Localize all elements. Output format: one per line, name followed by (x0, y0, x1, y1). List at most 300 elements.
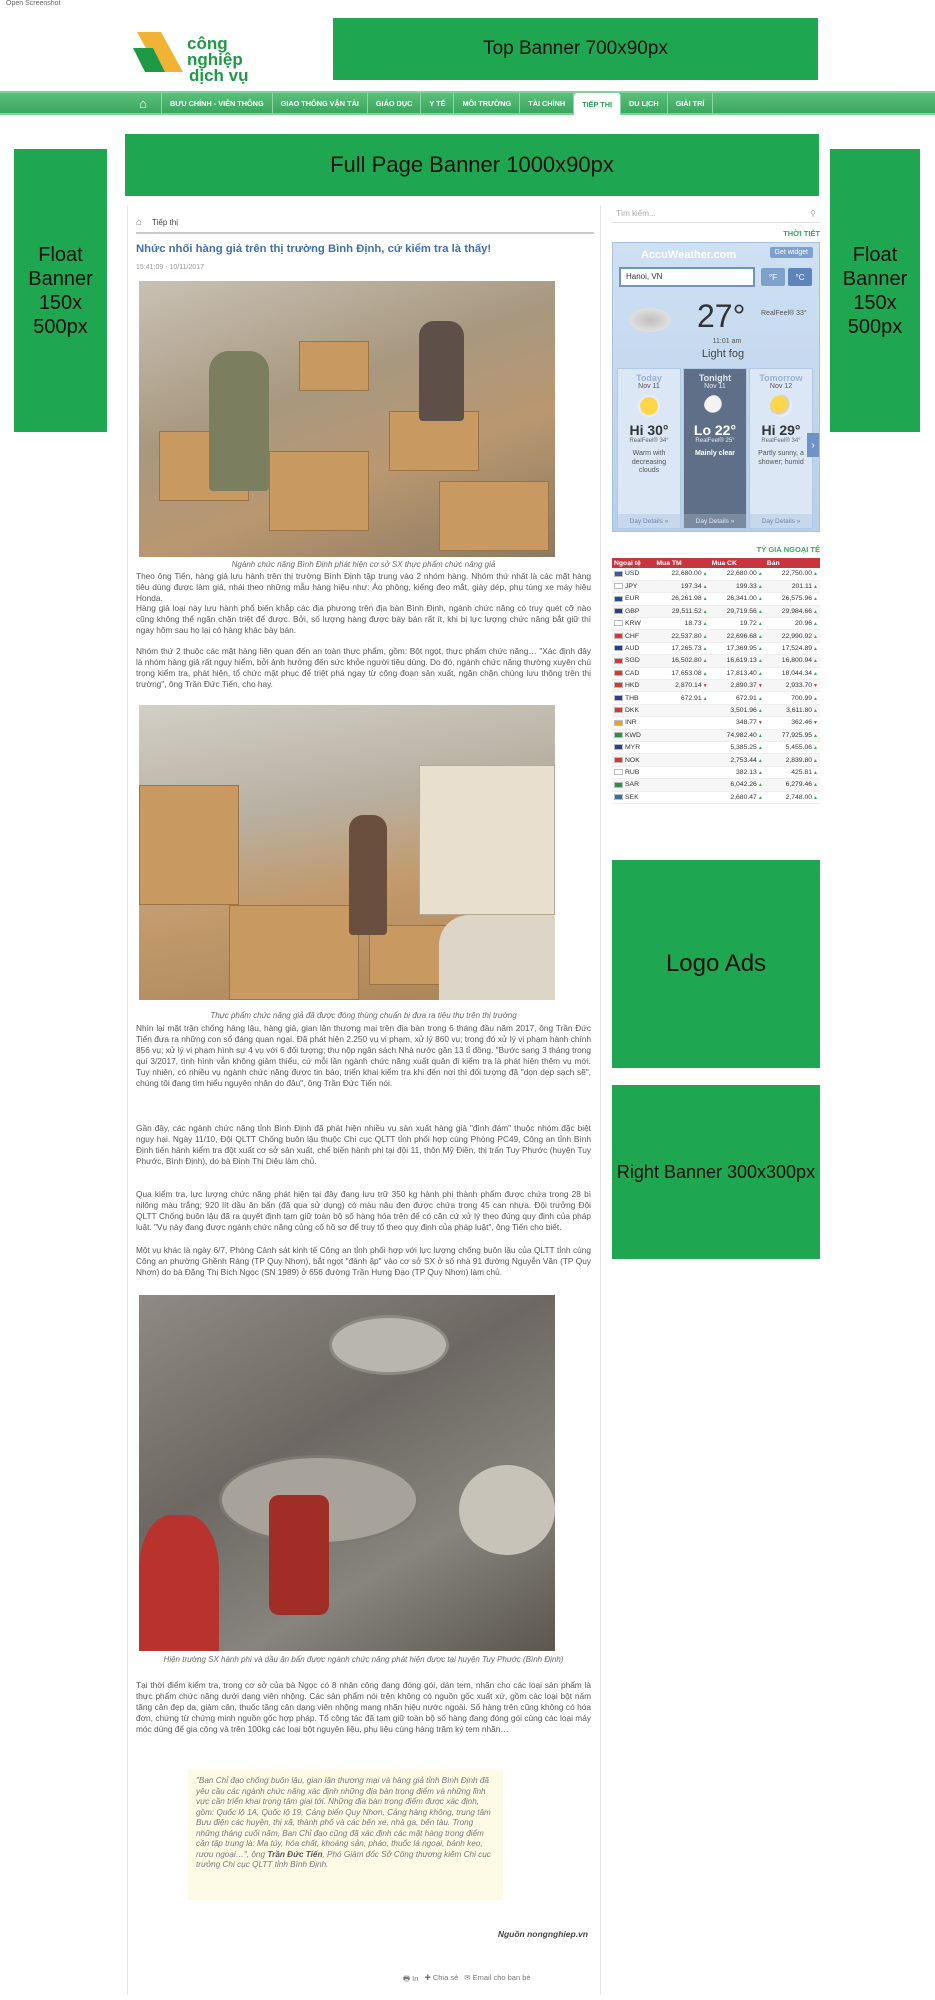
fx-value-text: 199.33 (736, 583, 757, 591)
unit-c-button[interactable]: °C (788, 268, 812, 286)
fx-row (612, 630, 820, 642)
day-details-link[interactable]: Day Details » (684, 514, 746, 528)
trend-arrow-icon: ▲ (757, 621, 763, 628)
fx-value (710, 692, 765, 704)
fx-row (612, 754, 820, 766)
fx-value-text: 74,982.40 (726, 731, 757, 739)
fx-value-text: 17,369.95 (726, 645, 757, 653)
forecast-temp: Lo 22° (693, 422, 737, 438)
site-logo[interactable] (131, 28, 281, 85)
flag-icon (614, 769, 623, 775)
fx-value (654, 618, 709, 630)
flag-icon (614, 695, 623, 701)
fx-value (765, 642, 820, 654)
trend-arrow-icon: ▲ (757, 646, 763, 653)
chevron-right-icon[interactable]: › (807, 433, 819, 457)
fx-value (654, 642, 709, 654)
flag-icon (614, 757, 623, 763)
trend-arrow-icon: ▲ (813, 769, 818, 776)
logo-ads-banner[interactable]: Logo Ads (612, 860, 820, 1068)
logo-mark-icon (131, 28, 187, 78)
fx-value-text: 201.11 (791, 583, 813, 591)
fx-value (765, 630, 820, 642)
forecast-day: Today (636, 373, 662, 383)
fx-value (765, 779, 820, 791)
float-banner-left[interactable]: Float Banner 150x 500px (14, 149, 107, 432)
fx-value (710, 766, 765, 778)
trend-arrow-icon: ▼ (813, 720, 818, 727)
fx-value (765, 580, 820, 592)
flag-icon (614, 720, 623, 726)
print-button[interactable]: 🖶 In (403, 1974, 419, 1983)
top-banner[interactable]: Top Banner 700x90px (333, 18, 818, 80)
search-icon[interactable]: ⚲ (810, 209, 816, 218)
fx-currency (612, 754, 654, 766)
moon-icon (704, 395, 726, 417)
full-page-banner[interactable]: Full Page Banner 1000x90px (125, 134, 819, 196)
fx-value-text: 2,748.00 (785, 793, 813, 801)
article-tools (403, 1973, 531, 1986)
fx-value (765, 704, 820, 716)
trend-arrow-icon: ▲ (757, 608, 763, 615)
fx-value-text: 17,265.73 (671, 645, 702, 653)
fx-value-text: 3,501.96 (730, 706, 757, 714)
fx-value-text: 2,680.47 (730, 793, 757, 801)
fog-icon (629, 308, 671, 332)
article-paragraph-3: Nhóm thứ 2 thuộc các mặt hàng liên quan đến an toàn thực phẩm, gồm: Bột ngọt, thực phẩm chức năng… "Xác định đây là nhóm hàng giả rất nguy hiểm, bởi ảnh hưởng đến sức khỏe người tiêu dùng. Do đó, ngành chức năng thường xuyên chú trọng kiểm tra, phát hiện, tổ chức mật phục để triệt phá ngay từ công đoạn sản xuất, ngăn chặn chúng lưu thông trên thị trường", ông Trần Đức Tiến, cho hay. (136, 646, 591, 689)
nav-item[interactable]: TÀI CHÍNH (520, 93, 574, 113)
fx-row (612, 766, 820, 778)
fx-value-text: 382.13 (736, 768, 757, 776)
fx-value (765, 593, 820, 605)
forecast-temp: Hi 30° (629, 422, 669, 438)
fx-currency-code: DKK (625, 706, 639, 714)
trend-arrow-icon: ▲ (813, 794, 818, 801)
fx-header: Bán (765, 558, 820, 568)
fx-currency (612, 766, 654, 778)
fx-value (765, 692, 820, 704)
fx-row (612, 580, 820, 592)
flag-icon (614, 732, 623, 738)
fx-currency (612, 779, 654, 791)
fx-value-text: 2,753.44 (730, 756, 757, 764)
fx-value (710, 580, 765, 592)
forecast-tonight[interactable] (683, 368, 747, 529)
fx-section-title: TỶ GIÁ NGOẠI TỆ (756, 545, 820, 554)
trend-arrow-icon: ▲ (813, 707, 818, 714)
fx-value (765, 729, 820, 741)
day-details-link[interactable]: Day Details » (750, 514, 812, 528)
trend-arrow-icon: ▲ (757, 757, 763, 764)
fx-currency-code: INR (625, 719, 637, 727)
article-paragraph-5: Gần đây, các ngành chức năng tỉnh Bình Định đã phát hiện nhiều vụ sản xuất hàng giả "đình đám" thuộc nhóm đặc biệt nguy hại. Ngày 11/10, Đội QLTT Chống buôn lậu thuộc Chi cục QLTT tỉnh phối hợp cùng Phòng PC49, Công an tỉnh Bình Định tiến hành kiểm tra đột xuất cơ sở sản xuất, chế biến hành phi tại đội 11, thôn Mỹ Điền, thị trấn Tuy Phước (huyện Tuy Phước, Bình Định), do bà Đinh Thị Diệu làm chủ. (136, 1123, 591, 1166)
fx-value (710, 605, 765, 617)
fx-currency-code: KRW (625, 620, 641, 628)
fx-value (654, 630, 709, 642)
fx-currency-code: GBP (625, 607, 640, 615)
trend-arrow-icon: ▲ (757, 633, 763, 640)
email-friend-button[interactable]: ✉ Email cho bạn bè (464, 1973, 531, 1982)
fx-value (765, 766, 820, 778)
fx-currency-code: CAD (625, 669, 640, 677)
get-widget-button[interactable]: Get widget (770, 247, 813, 258)
right-banner[interactable]: Right Banner 300x300px (612, 1085, 820, 1259)
weather-section-title: THỜI TIẾT (783, 229, 820, 238)
article-photo-1 (139, 281, 555, 557)
fx-value (710, 729, 765, 741)
fx-value-text: 22,696.68 (726, 632, 757, 640)
fx-value-text: 22,990.92 (781, 632, 813, 640)
flag-icon (614, 744, 623, 750)
location-input[interactable]: Hanoi, VN (619, 267, 755, 287)
fx-currency-code: SAR (625, 781, 639, 789)
fx-value (710, 754, 765, 766)
sunny-icon (638, 395, 660, 417)
breadcrumb-category[interactable]: Tiếp thị (152, 217, 178, 227)
flag-icon (614, 633, 623, 639)
trend-arrow-icon: ▲ (813, 658, 818, 665)
fx-currency-code: SGD (625, 657, 640, 665)
fx-value (765, 618, 820, 630)
nav-item[interactable]: GIẢI TRÍ (668, 93, 714, 113)
fx-value-text: 16,619.13 (726, 657, 757, 665)
fx-value (654, 680, 709, 692)
nav-item[interactable]: Y TẾ (421, 93, 454, 113)
quote-author-title: , Phó Giám đốc Sở Công thương kiêm Chi cục trưởng Chi cục QLTT tỉnh Bình Định. (196, 1849, 491, 1869)
flag-icon (614, 658, 623, 664)
fx-value-text: 3,611.80 (786, 706, 813, 714)
fx-value (765, 680, 820, 692)
fx-value (710, 680, 765, 692)
fx-currency (612, 680, 654, 692)
forecast-date: Nov 11 (704, 383, 726, 390)
trend-arrow-icon: ▲ (702, 571, 708, 578)
nav-item[interactable]: TIẾP THỊ (574, 93, 621, 115)
article-paragraph-8: Tại thời điểm kiểm tra, trong cơ sở của bà Ngọc có 8 nhân công đang đóng gói, dán tem, nhãn cho các loại sản phẩm là thực phẩm chức năng dưới dạng viên nhộng. Các sản phẩm nói trên không có nguồn gốc xuất xứ, gồm các loại bột nấm tăng cân đẹp da, giảm cân, thuốc tăng cân dạng viên nhộng mang nhãn hiệu nước ngoài. Số hàng trên cũng không có hóa đơn, chứng từ chứng minh nguồn gốc hợp pháp. Tổ công tác đã tạm giữ toàn bộ số hàng đang đóng gói cùng các loại máy móc dùng để gia công và trên 100kg các loại bột nguyên liệu, phụ liệu cùng hàng trăm ký tem nhãn… (136, 1680, 591, 1734)
article-paragraph-6: Qua kiểm tra, lực lượng chức năng phát hiện tại đây đang lưu trữ 350 kg hành phi thành phẩm được chứa trong 28 bì nilông màu trắng; 920 lít dầu ăn bẩn (đã qua sử dụng) có màu nâu đen được chứa trong 45 can nhựa. Đội trưởng Đội QLTT Chống buôn lậu đã ra quyết định tạm giữ toàn bộ số hàng hóa trên để có căn cứ xử lý theo đúng quy định của pháp luật. "Vụ này đang được ngành chức năng củng cố hồ sơ để truy tố theo quy định của pháp luật", ông Tiến cho biết. (136, 1189, 591, 1232)
fx-value-text: 700.99 (791, 694, 813, 702)
forecast-today[interactable] (617, 368, 681, 529)
fx-currency (612, 692, 654, 704)
fx-value (710, 655, 765, 667)
fx-value-text: 18.73 (684, 620, 702, 628)
fx-value (710, 791, 765, 803)
fx-value (765, 741, 820, 753)
forecast-date: Nov 12 (769, 383, 793, 390)
fx-row (612, 593, 820, 605)
fx-value (710, 593, 765, 605)
fx-value-text: 22,537.80 (671, 632, 702, 640)
fx-header: Mua TM (654, 558, 709, 568)
article-paragraph-4: Nhìn lại mặt trận chống hàng lậu, hàng giả, gian lận thương mại trên địa bàn trong 6 tháng đầu năm 2017, ông Trần Đức Tiến đưa ra những con số đáng quan ngại. Đã phát hiện 2.250 vụ vi phạm, xử lý 860 vụ; trong đó xử lý vi phạm hành chính 856 vụ; xử lý vi phạm hình sự 4 vụ với 6 đối tượng; thu nộp ngân sách Nhà nước gần 13 tỉ đồng. "Bước sang 3 tháng trong quí 3/2017, tình hình vẫn không giảm thiểu, cứ mỗi lần ngành chức năng xuất quân đi kiểm tra là phát hiện thêm vụ mới. Tuy nhiên, có nhiều vụ ngành chức năng được tin báo, triển khai kiểm tra khi đến nơi thì đối tượng đã "dọn dẹp sạch sẽ", chúng tôi đang tìm hiểu nguyên nhân do đâu", ông Trần Đức Tiến nói. (136, 1023, 591, 1088)
trend-arrow-icon: ▲ (757, 571, 763, 578)
current-temp: 27° (697, 298, 746, 334)
fx-value-text: 19.72 (739, 620, 757, 628)
photo-caption-3: Hiện trường SX hành phi và dầu ăn bẩn được ngành chức năng phát hiện được tại huyện Tuy Phước (Bình Định) (163, 1655, 564, 1664)
trend-arrow-icon: ▲ (813, 695, 818, 702)
fx-value-text: 26,261.98 (671, 595, 702, 603)
flag-icon (614, 583, 623, 589)
fx-currency-code: SEK (625, 793, 639, 801)
pull-quote (188, 1770, 503, 1900)
fx-value (654, 741, 709, 753)
fx-value (710, 667, 765, 679)
nav-item[interactable]: MÔI TRƯỜNG (454, 93, 520, 113)
forecast-realfeel: RealFeel® 34° (761, 438, 801, 444)
fx-currency (612, 741, 654, 753)
trend-arrow-icon: ▲ (702, 596, 708, 603)
trend-arrow-icon: ▲ (757, 695, 763, 702)
logo-line-1: công nghiệp (187, 34, 243, 69)
fx-value-text: 2,870.14 (675, 682, 702, 690)
fx-value-text: 2,839.80 (785, 756, 813, 764)
fx-row (612, 605, 820, 617)
fx-value-text: 17,524.89 (781, 645, 813, 653)
flag-icon (614, 670, 623, 676)
trend-arrow-icon: ▲ (757, 670, 763, 677)
article-photo-3 (139, 1295, 555, 1651)
fx-value-text: 672.91 (736, 694, 757, 702)
nav-item[interactable]: DU LỊCH (621, 93, 668, 113)
fx-currency-code: EUR (625, 595, 640, 603)
fx-value (654, 667, 709, 679)
fx-value-text: 18,044.34 (781, 669, 813, 677)
fx-currency (612, 630, 654, 642)
article-paragraph-2: Hàng giả loại này lưu hành phổ biến khắp các địa phương trên địa bàn Bình Định, ngành chức năng có truy quét cỡ nào cũng không thể ngăn chặn triệt để được. Bởi, số lượng hàng được bày bán rất ít, khi bị lực lượng chức năng bắt giữ thì ngay hôm sau họ lại có hàng khác bày bán. (136, 603, 591, 635)
trend-arrow-icon: ▲ (813, 621, 818, 628)
fx-row (612, 791, 820, 803)
fx-value (765, 754, 820, 766)
fx-value-text: 77,925.95 (781, 731, 813, 739)
fx-value-text: 425.81 (791, 768, 813, 776)
current-realfeel: RealFeel® 33° (761, 310, 807, 317)
trend-arrow-icon: ▲ (813, 633, 818, 640)
photo-caption-1: Ngành chức năng Bình Định phát hiện cơ sở SX thực phẩm chức năng giả (231, 560, 496, 569)
trend-arrow-icon: ▲ (757, 732, 763, 739)
trend-arrow-icon: ▼ (702, 683, 708, 690)
fx-value (710, 704, 765, 716)
fx-value (654, 593, 709, 605)
exchange-rate-table (612, 558, 820, 804)
flag-icon (614, 794, 623, 800)
flag-icon (614, 620, 623, 626)
fx-value-text: 16,502.80 (671, 657, 702, 665)
main-nav (0, 91, 935, 115)
fx-value (710, 779, 765, 791)
flag-icon (614, 682, 623, 688)
float-banner-right[interactable]: Float Banner 150x 500px (830, 149, 920, 432)
fx-value-text: 2,890.37 (730, 682, 757, 690)
fx-value-text: 348.77 (736, 719, 757, 727)
share-button[interactable]: ✚ Chia sẻ (424, 1973, 459, 1982)
trend-arrow-icon: ▲ (813, 596, 818, 603)
nav-item[interactable]: GIAO THÔNG VẬN TẢI (273, 93, 368, 113)
fx-value (710, 630, 765, 642)
fx-value-text: 17,653.08 (671, 669, 702, 677)
forecast-realfeel: RealFeel® 25° (695, 438, 735, 444)
trend-arrow-icon: ▲ (702, 646, 708, 653)
fx-currency (612, 667, 654, 679)
fx-row (612, 680, 820, 692)
fx-value-text: 362.46 (791, 719, 813, 727)
fx-value (710, 717, 765, 729)
fx-currency-code: USD (625, 570, 640, 578)
fx-value (654, 704, 709, 716)
trend-arrow-icon: ▼ (757, 683, 763, 690)
trend-arrow-icon: ▲ (813, 584, 818, 591)
fx-value (765, 605, 820, 617)
fx-value-text: 197.34 (680, 583, 702, 591)
fx-value-text: 26,341.00 (726, 595, 757, 603)
fx-value (654, 791, 709, 803)
flag-icon (614, 571, 623, 577)
fx-value-text: 29,984.66 (781, 607, 813, 615)
fx-currency-code: THB (625, 694, 639, 702)
trend-arrow-icon: ▲ (813, 670, 818, 677)
fx-currency (612, 717, 654, 729)
fx-row (612, 692, 820, 704)
fx-value (654, 605, 709, 617)
fx-row (612, 618, 820, 630)
fx-value-text: 22,680.00 (726, 570, 757, 578)
fx-value (654, 717, 709, 729)
search-box[interactable] (612, 205, 820, 223)
fx-value (654, 692, 709, 704)
fx-currency (612, 580, 654, 592)
logo-line-2: dịch vụ (189, 66, 249, 85)
trend-arrow-icon: ▲ (813, 782, 818, 789)
fx-currency-code: HKD (625, 682, 640, 690)
trend-arrow-icon: ▲ (702, 621, 708, 628)
fx-currency-code: MYR (625, 744, 641, 752)
partly-sunny-icon (770, 395, 792, 417)
trend-arrow-icon: ▲ (813, 571, 818, 578)
fx-currency (612, 729, 654, 741)
article-title: Nhức nhối hàng giả trên thị trường Bình Định, cứ kiểm tra là thấy! (136, 243, 492, 255)
forecast-tomorrow[interactable] (749, 368, 813, 529)
article-photo-2 (139, 705, 555, 1000)
nav-item[interactable]: BƯU CHÍNH - VIỄN THÔNG (162, 93, 273, 113)
fx-value-text: 672.91 (680, 694, 702, 702)
fx-value (765, 717, 820, 729)
fx-currency-code: KWD (625, 731, 641, 739)
forecast-desc: Partly sunny, a shower; humid (758, 450, 804, 466)
fx-value-text: 22,680.00 (671, 570, 702, 578)
fx-value (765, 655, 820, 667)
fx-value-text: 29,511.52 (671, 607, 702, 615)
nav-item[interactable]: GIÁO DỤC (368, 93, 422, 113)
article-source: Nguồn nongnghiep.vn (497, 1929, 588, 1939)
fx-currency-code: JPY (625, 583, 638, 591)
trend-arrow-icon: ▲ (757, 794, 763, 801)
fx-value-text: 16,800.94 (781, 657, 813, 665)
forecast-realfeel: RealFeel® 34° (629, 438, 669, 444)
trend-arrow-icon: ▲ (813, 608, 818, 615)
fx-value (654, 754, 709, 766)
forecast-date: Nov 11 (638, 383, 660, 390)
fx-value (654, 568, 709, 580)
search-input[interactable]: Tìm kiếm... (616, 209, 656, 218)
breadcrumb-home-icon[interactable]: ⌂ (136, 216, 143, 228)
forecast-day: Tomorrow (759, 373, 803, 383)
trend-arrow-icon: ▲ (813, 732, 818, 739)
fx-row (612, 779, 820, 791)
accuweather-brand[interactable]: AccuWeather.com (641, 249, 737, 261)
fx-currency-code: NOK (625, 756, 640, 764)
trend-arrow-icon: ▲ (813, 757, 818, 764)
fx-value (710, 618, 765, 630)
screenshot-label: Open Screenshot (6, 0, 61, 7)
fx-currency-code: AUD (625, 645, 640, 653)
fx-row (612, 741, 820, 753)
fx-row (612, 704, 820, 716)
fx-value-text: 6,279.46 (785, 781, 813, 789)
home-icon[interactable]: ⌂ (125, 93, 162, 113)
unit-f-button[interactable]: °F (761, 268, 785, 286)
fx-row (612, 717, 820, 729)
fx-value (654, 779, 709, 791)
fx-currency (612, 618, 654, 630)
fx-currency (612, 568, 654, 580)
trend-arrow-icon: ▲ (813, 745, 818, 752)
fx-row (612, 655, 820, 667)
fx-currency (612, 593, 654, 605)
trend-arrow-icon: ▲ (757, 584, 763, 591)
current-time: 11:01 am (712, 338, 742, 345)
fx-row (612, 568, 820, 580)
trend-arrow-icon: ▼ (813, 683, 818, 690)
fx-value (710, 642, 765, 654)
flag-icon (614, 596, 623, 602)
quote-text: "Ban Chỉ đạo chống buôn lậu, gian lận thương mại và hàng giả tỉnh Bình Định đã yêu cầu các ngành chức năng xác định những địa bàn trọng điểm và những lĩnh vực cần triển khai trọng tâm giai tới. Những địa bàn trọng điểm được xác định, gồm: Quốc lộ 1A, Quốc lộ 19, Cảng biển Quy Nhơn, Cảng hàng không, trung tâm Bưu điện các huyện, thị xã, thành phố và các bến xe, nhà ga, bến tàu. Trong những tháng cuối năm, Ban Chỉ đạo cũng đã xác định các mặt hàng trọng điểm cần tập trung là: Ma túy, hóa chất, khoáng sản, pháo, thuốc lá ngoại, bánh kẹo, rượu ngoại…", ông (196, 1776, 491, 1859)
trend-arrow-icon: ▲ (702, 670, 708, 677)
fx-value (654, 766, 709, 778)
forecast-desc: Warm with decreasing clouds (631, 450, 667, 474)
fx-currency-code: RUB (625, 768, 640, 776)
flag-icon (614, 645, 623, 651)
fx-value (654, 655, 709, 667)
flag-icon (614, 608, 623, 614)
trend-arrow-icon: ▲ (702, 608, 708, 615)
trend-arrow-icon: ▲ (813, 646, 818, 653)
trend-arrow-icon: ▲ (702, 633, 708, 640)
forecast-day: Tonight (698, 373, 732, 383)
fx-value (765, 568, 820, 580)
fx-value (654, 580, 709, 592)
fx-row (612, 642, 820, 654)
trend-arrow-icon: ▲ (757, 782, 763, 789)
flag-icon (614, 782, 623, 788)
article-paragraph-7: Một vụ khác là ngày 6/7, Phòng Cảnh sát kinh tế Công an tỉnh phối hợp với lực lượng chống buôn lậu của QLTT tỉnh cùng Công an phường Ghềnh Ráng (TP Quy Nhơn), bắt ngọt "đánh ập" vào cơ sở SX ở số nhà 91 đường Nguyễn Văn (TP Quy Nhơn) do bà Đặng Thị Bích Ngọc (SN 1989) ở 656 đường Trần Hưng Đạo (TP Quy Nhơn) làm chủ. (136, 1245, 591, 1277)
fx-value-text: 20.96 (795, 620, 813, 628)
fx-value (765, 667, 820, 679)
weather-widget (612, 242, 820, 532)
fx-value-text: 17,813.40 (726, 669, 757, 677)
fx-row (612, 729, 820, 741)
article-paragraph-1: Theo ông Tiến, hàng giả lưu hành trên thị trường Bình Định tập trung vào 2 nhóm hàng. Nhóm thứ nhất là các mặt hàng tiêu dùng được làm giả, nhái theo những mẫu hàng hiệu như: Áo phông, kiếng đeo mắt, giày dép, phụ tùng xe máy hiệu Honda. (136, 571, 591, 603)
fx-currency (612, 605, 654, 617)
fx-value (710, 568, 765, 580)
day-details-link[interactable]: Day Details » (618, 514, 680, 528)
photo-caption-2: Thực phẩm chức năng giả đã được đóng thùng chuẩn bị đưa ra tiêu thụ trên thị trường (210, 1011, 517, 1020)
forecast-temp: Hi 29° (761, 422, 801, 438)
trend-arrow-icon: ▼ (757, 720, 763, 727)
current-condition: Light fog (701, 348, 745, 360)
fx-value (765, 791, 820, 803)
fx-value-text: 2,933.70 (785, 682, 813, 690)
fx-value-text: 5,455.06 (785, 744, 813, 752)
quote-author: Trần Đức Tiến (267, 1849, 323, 1859)
